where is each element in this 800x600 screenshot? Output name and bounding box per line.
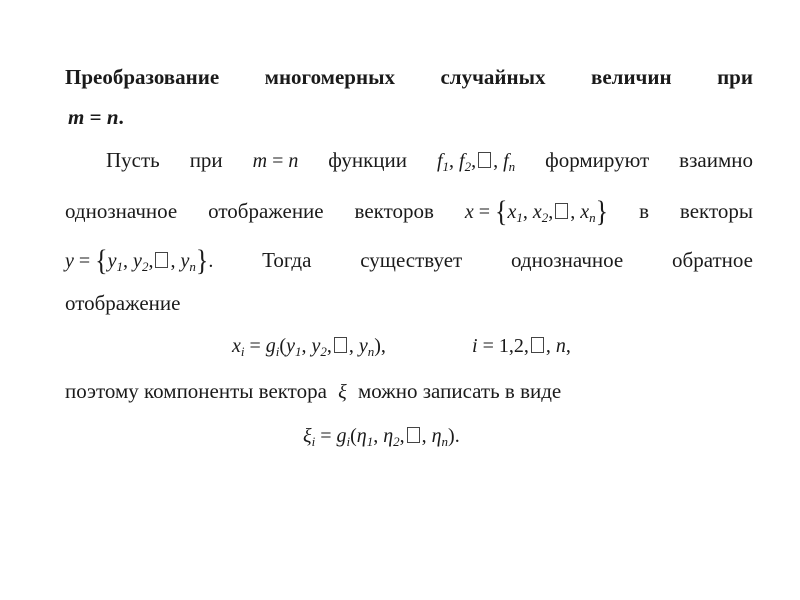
paragraph-line-5 <box>65 378 753 405</box>
math-m-eq-n: m = n <box>252 150 299 172</box>
ellipsis-glyph-box <box>478 152 491 168</box>
xi-symbol: ξ <box>338 381 347 403</box>
word: Пусть <box>106 148 160 172</box>
ellipsis-glyph-box <box>555 203 568 219</box>
title-word: Преобразование <box>65 65 220 89</box>
word: при <box>189 148 223 172</box>
title-equals: = <box>84 105 107 129</box>
word: отображение <box>208 199 324 223</box>
formula-inverse-mapping: $x_i = g_i(y_1$, $y_2$, , $y_n$), <box>232 335 386 359</box>
word: векторов <box>354 199 434 223</box>
title-period: . <box>118 105 124 129</box>
paragraph-line-1 <box>106 147 753 174</box>
math-x-vector: $x = \{x_1$, $x_2$, , $x_n$} <box>464 194 609 229</box>
ellipsis-glyph-box <box>155 252 168 268</box>
paragraph-line-3 <box>65 243 753 278</box>
title-word: многомерных <box>264 65 395 89</box>
word: однозначное <box>65 199 178 223</box>
ellipsis-glyph-box <box>334 337 347 353</box>
title-word: при <box>717 65 753 89</box>
title-condition: m <box>68 105 85 129</box>
title-word: величин <box>591 65 672 89</box>
paragraph-line-2 <box>65 194 753 229</box>
title-word: случайных <box>440 65 546 89</box>
title-line-2 <box>68 104 756 130</box>
word: формируют <box>545 148 650 172</box>
title-line-1 <box>65 64 753 90</box>
word: Тогда <box>262 248 312 272</box>
formula-random-components: $\xi_i = g_i(\eta_1$, $\eta_2$, , $\eta_n$). <box>303 425 460 449</box>
word: однозначное <box>511 248 624 272</box>
word: векторы <box>679 199 753 223</box>
ellipsis-glyph-box <box>531 337 544 353</box>
ellipsis-glyph-box <box>407 427 420 443</box>
title-n: n <box>106 105 119 129</box>
math-y-vector: $y = \{y_1$, $y_2$, , $y_n$}. <box>65 243 214 278</box>
word: в <box>639 199 649 223</box>
word: обратное <box>672 248 753 272</box>
sentence-part: поэтому компоненты вектора <box>65 379 327 403</box>
word: функции <box>328 148 408 172</box>
math-functions-list: $f_1$, $f_2$, , $f_n$ <box>436 150 516 174</box>
sentence-part: можно записать в виде <box>357 379 562 403</box>
word: взаимно <box>679 148 753 172</box>
formula-index-range: i = 1,2, , n, <box>472 335 571 357</box>
paragraph-line-4: отображение <box>65 291 181 315</box>
word: существует <box>360 248 463 272</box>
